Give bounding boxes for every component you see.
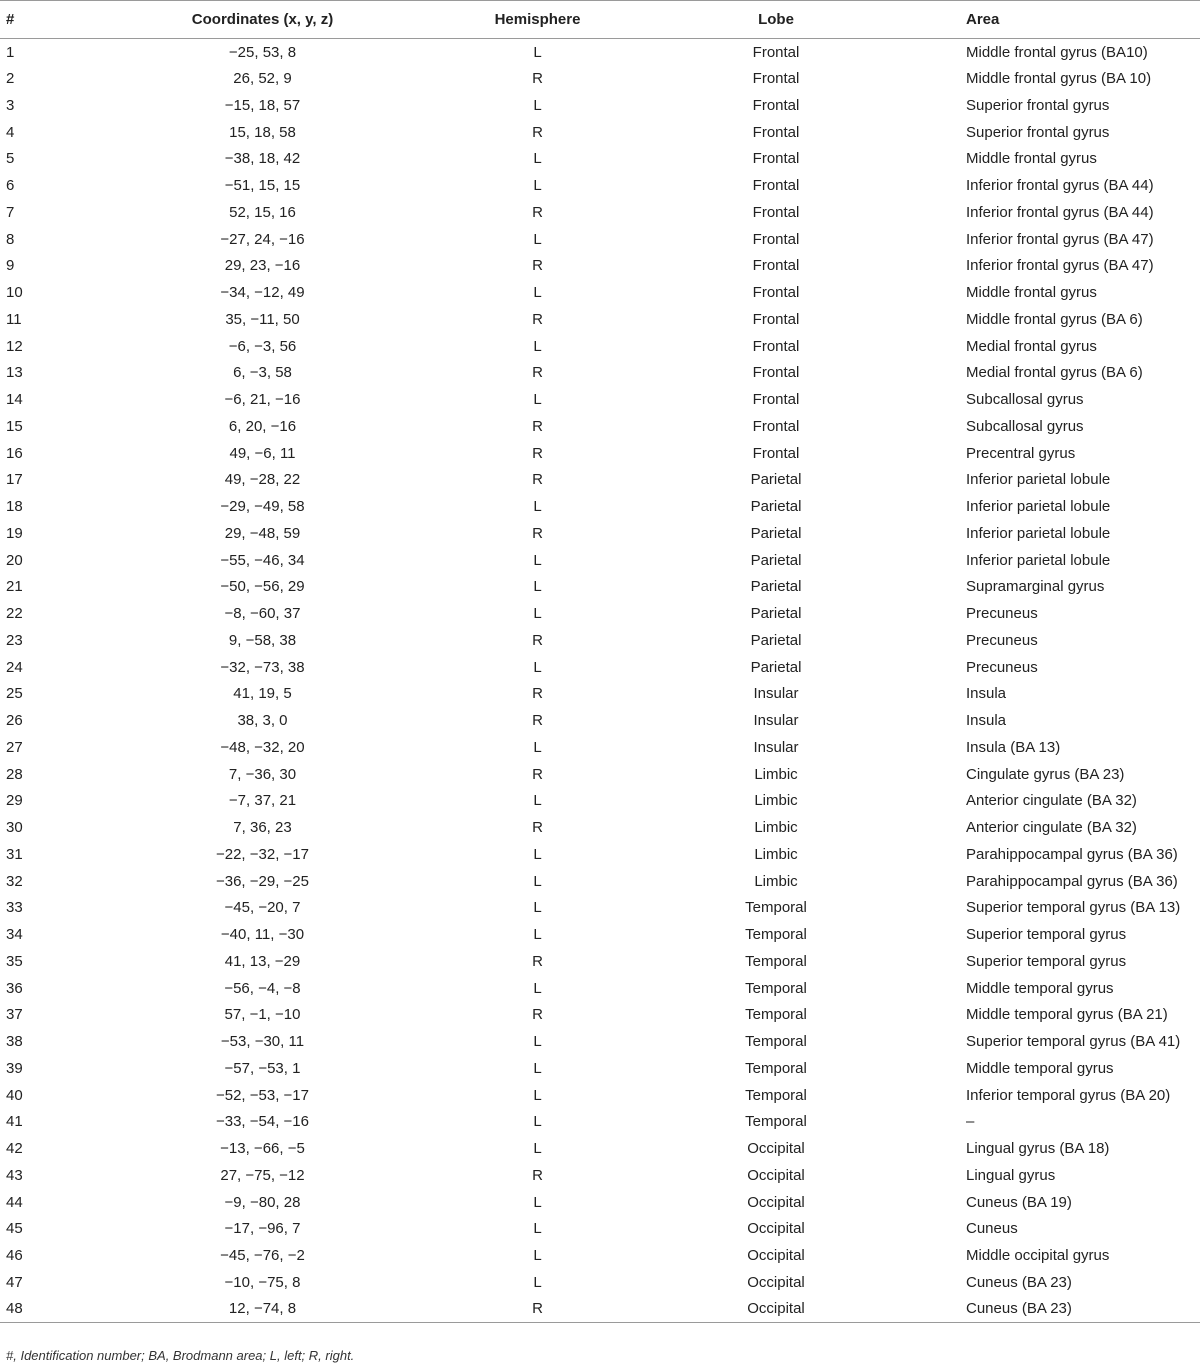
- cell-area: Middle occipital gyrus: [966, 1247, 1110, 1265]
- cell-hemisphere: R: [532, 123, 543, 141]
- cell-coordinates: −50, −56, 29: [220, 578, 305, 596]
- cell-num: 22: [6, 605, 23, 623]
- cell-area: Middle frontal gyrus (BA 10): [966, 70, 1152, 88]
- header-num: #: [0, 1, 95, 39]
- cell-hemisphere: R: [532, 712, 543, 730]
- cell-area: Insula (BA 13): [966, 738, 1061, 756]
- cell-lobe: Limbic: [754, 872, 798, 890]
- cell-area: Anterior cingulate (BA 32): [966, 792, 1137, 810]
- table-row: [0, 413, 1200, 440]
- cell-hemisphere: R: [532, 631, 543, 649]
- cell-num: 15: [6, 417, 23, 435]
- cell-area: Inferior frontal gyrus (BA 44): [966, 177, 1154, 195]
- table-row: [0, 92, 1200, 119]
- table-row: [0, 1162, 1200, 1189]
- cell-coordinates: 9, −58, 38: [228, 631, 297, 649]
- cell-area: Cuneus (BA 19): [966, 1193, 1072, 1211]
- cell-hemisphere: R: [532, 203, 543, 221]
- cell-num: 13: [6, 364, 23, 382]
- table-row: [0, 1028, 1200, 1055]
- cell-lobe: Parietal: [750, 524, 802, 542]
- cell-hemisphere: L: [533, 1247, 542, 1265]
- cell-lobe: Frontal: [752, 417, 800, 435]
- cell-hemisphere: L: [533, 1140, 542, 1158]
- table-row: [0, 761, 1200, 788]
- cell-hemisphere: L: [533, 43, 542, 61]
- cell-lobe: Temporal: [745, 952, 807, 970]
- cell-num: 1: [6, 43, 15, 61]
- cell-coordinates: −52, −53, −17: [215, 1086, 309, 1104]
- table-row: [0, 547, 1200, 574]
- table-row: [0, 868, 1200, 895]
- cell-hemisphere: R: [430, 1296, 645, 1323]
- cell-lobe: Insular: [753, 712, 799, 730]
- table-row: [0, 600, 1200, 627]
- cell-num: 32: [6, 872, 23, 890]
- cell-num: 19: [6, 524, 23, 542]
- cell-num: 29: [6, 792, 23, 810]
- cell-lobe: Temporal: [745, 1006, 807, 1024]
- cell-coordinates: −8, −60, 37: [224, 605, 301, 623]
- cell-hemisphere: R: [532, 417, 543, 435]
- cell-num: 10: [6, 284, 23, 302]
- cell-area: Insula: [966, 712, 1007, 730]
- cell-lobe: Parietal: [750, 578, 802, 596]
- cell-hemisphere: R: [532, 685, 543, 703]
- cell-coordinates: −10, −75, 8: [224, 1273, 301, 1291]
- table-row: [0, 467, 1200, 494]
- cell-area: Parahippocampal gyrus (BA 36): [966, 845, 1178, 863]
- cell-coordinates: 41, 13, −29: [224, 952, 301, 970]
- cell-lobe: Parietal: [750, 631, 802, 649]
- cell-num: 9: [6, 257, 15, 275]
- cell-hemisphere: L: [533, 177, 542, 195]
- cell-area: Superior temporal gyrus (BA 13): [966, 899, 1181, 917]
- cell-coordinates: 15, 18, 58: [229, 123, 296, 141]
- cell-area: Precuneus: [966, 605, 1038, 623]
- cell-hemisphere: L: [533, 605, 542, 623]
- cell-area: Inferior parietal lobule: [966, 498, 1111, 516]
- cell-lobe: Frontal: [752, 364, 800, 382]
- cell-lobe: Limbic: [754, 792, 798, 810]
- cell-num: 41: [6, 1113, 23, 1131]
- cell-hemisphere: L: [533, 150, 542, 168]
- header-lobe: Lobe: [645, 1, 907, 39]
- cell-num: 34: [6, 926, 23, 944]
- cell-area: Subcallosal gyrus: [966, 417, 1084, 435]
- cell-area: Middle frontal gyrus: [966, 150, 1097, 168]
- cell-hemisphere: L: [533, 1059, 542, 1077]
- cell-lobe: Occipital: [747, 1220, 805, 1238]
- cell-area: Parahippocampal gyrus (BA 36): [966, 872, 1178, 890]
- cell-hemisphere: L: [533, 872, 542, 890]
- cell-num: 7: [6, 203, 15, 221]
- table-row: [0, 1002, 1200, 1029]
- cell-hemisphere: L: [533, 845, 542, 863]
- cell-num: 43: [6, 1166, 23, 1184]
- table-row: [0, 814, 1200, 841]
- cell-hemisphere: L: [533, 1086, 542, 1104]
- cell-hemisphere: L: [533, 498, 542, 516]
- cell-num: 26: [6, 712, 23, 730]
- cell-area: Medial frontal gyrus: [966, 337, 1097, 355]
- cell-lobe: Frontal: [752, 70, 800, 88]
- cell-hemisphere: R: [532, 310, 543, 328]
- table-row: [0, 627, 1200, 654]
- cell-lobe: Insular: [753, 685, 799, 703]
- cell-lobe: Frontal: [752, 257, 800, 275]
- cell-coordinates: −40, 11, −30: [220, 926, 305, 944]
- cell-num: 11: [6, 310, 22, 328]
- cell-num: 28: [6, 765, 23, 783]
- cell-num: 36: [6, 979, 23, 997]
- table-row: [0, 520, 1200, 547]
- table-row: [0, 574, 1200, 601]
- cell-num: 39: [6, 1059, 23, 1077]
- cell-hemisphere: L: [533, 658, 542, 676]
- cell-lobe: Occipital: [645, 1296, 907, 1323]
- table-row: [0, 65, 1200, 92]
- cell-num: 23: [6, 631, 23, 649]
- cell-num: 40: [6, 1086, 23, 1104]
- table-row: [0, 172, 1200, 199]
- cell-lobe: Temporal: [745, 899, 807, 917]
- table-row: [0, 1109, 1200, 1136]
- cell-num: 6: [6, 177, 15, 195]
- cell-lobe: Parietal: [750, 498, 802, 516]
- cell-area: Medial frontal gyrus (BA 6): [966, 364, 1143, 382]
- cell-hemisphere: L: [533, 899, 542, 917]
- table-row: [0, 1296, 1200, 1323]
- cell-coordinates: −32, −73, 38: [220, 658, 305, 676]
- cell-hemisphere: L: [533, 230, 542, 248]
- table-row: [0, 681, 1200, 708]
- cell-coordinates: −48, −32, 20: [220, 738, 305, 756]
- cell-hemisphere: R: [532, 765, 543, 783]
- header-area: Area: [907, 1, 1200, 39]
- cell-coordinates: −53, −30, 11: [220, 1033, 305, 1051]
- cell-area: Middle temporal gyrus: [966, 1059, 1114, 1077]
- cell-lobe: Limbic: [754, 765, 798, 783]
- cell-hemisphere: R: [532, 364, 543, 382]
- cell-coordinates: 6, 20, −16: [228, 417, 297, 435]
- cell-num: 16: [6, 444, 23, 462]
- table-row: [0, 1242, 1200, 1269]
- table-row: [0, 199, 1200, 226]
- cell-lobe: Occipital: [747, 1273, 805, 1291]
- cell-area: Subcallosal gyrus: [966, 391, 1084, 409]
- cell-hemisphere: L: [533, 1113, 542, 1131]
- cell-hemisphere: R: [532, 819, 543, 837]
- table-row: [0, 493, 1200, 520]
- table-row: [0, 253, 1200, 280]
- cell-num: 30: [6, 819, 23, 837]
- cell-hemisphere: L: [533, 578, 542, 596]
- cell-lobe: Frontal: [752, 150, 800, 168]
- cell-num: 31: [6, 845, 23, 863]
- cell-lobe: Limbic: [754, 845, 798, 863]
- cell-coordinates: 57, −1, −10: [224, 1006, 301, 1024]
- cell-area: Inferior frontal gyrus (BA 47): [966, 257, 1154, 275]
- cell-hemisphere: L: [533, 1193, 542, 1211]
- table-row: [0, 1269, 1200, 1296]
- cell-coordinates: 41, 19, 5: [233, 685, 292, 703]
- cell-hemisphere: R: [532, 524, 543, 542]
- cell-coordinates: −33, −54, −16: [215, 1113, 309, 1131]
- cell-lobe: Parietal: [750, 551, 802, 569]
- cell-lobe: Frontal: [752, 230, 800, 248]
- cell-area: Middle frontal gyrus (BA10): [966, 43, 1148, 61]
- cell-lobe: Parietal: [750, 471, 802, 489]
- cell-lobe: Frontal: [752, 310, 800, 328]
- header-hemisphere: Hemisphere: [430, 1, 645, 39]
- cell-hemisphere: L: [533, 284, 542, 302]
- table-row: [0, 654, 1200, 681]
- table-row: [0, 386, 1200, 413]
- cell-lobe: Frontal: [752, 123, 800, 141]
- cell-coordinates: 7, 36, 23: [233, 819, 292, 837]
- cell-area: Inferior parietal lobule: [966, 471, 1111, 489]
- cell-lobe: Occipital: [747, 1193, 805, 1211]
- cell-area: Cuneus (BA 23): [966, 1273, 1072, 1291]
- cell-hemisphere: L: [533, 337, 542, 355]
- cell-area: Superior frontal gyrus: [966, 123, 1110, 141]
- cell-area: Middle temporal gyrus: [966, 979, 1114, 997]
- cell-area: Inferior frontal gyrus (BA 47): [966, 230, 1154, 248]
- table-row: [0, 440, 1200, 467]
- table-row: [0, 975, 1200, 1002]
- cell-coordinates: 29, 23, −16: [224, 257, 301, 275]
- cell-num: 8: [6, 230, 15, 248]
- cell-num: 20: [6, 551, 23, 569]
- cell-area: Inferior parietal lobule: [966, 551, 1111, 569]
- table-row: [0, 39, 1200, 66]
- table-row: [0, 333, 1200, 360]
- cell-hemisphere: R: [532, 471, 543, 489]
- cell-lobe: Insular: [753, 738, 799, 756]
- table-row: [0, 119, 1200, 146]
- table-row: [0, 734, 1200, 761]
- cell-lobe: Frontal: [752, 444, 800, 462]
- table-row: [0, 306, 1200, 333]
- cell-coordinates: 35, −11, 50: [225, 310, 300, 328]
- table-row: [0, 1216, 1200, 1243]
- cell-hemisphere: L: [533, 979, 542, 997]
- cell-num: 12: [6, 337, 23, 355]
- cell-area: Cingulate gyrus (BA 23): [966, 765, 1125, 783]
- cell-lobe: Parietal: [750, 605, 802, 623]
- cell-num: 5: [6, 150, 15, 168]
- cell-area: Superior temporal gyrus (BA 41): [966, 1033, 1181, 1051]
- cell-lobe: Frontal: [752, 43, 800, 61]
- table-row: [0, 360, 1200, 387]
- cell-lobe: Frontal: [752, 177, 800, 195]
- table-row: [0, 279, 1200, 306]
- cell-coordinates: −55, −46, 34: [220, 551, 305, 569]
- header-coordinates: Coordinates (x, y, z): [95, 1, 430, 39]
- cell-lobe: Temporal: [745, 1033, 807, 1051]
- cell-num: 46: [6, 1247, 23, 1265]
- cell-coordinates: −45, −76, −2: [220, 1247, 305, 1265]
- cell-hemisphere: R: [532, 1006, 543, 1024]
- table-row: [0, 146, 1200, 173]
- cell-coordinates: 12, −74, 8: [95, 1296, 430, 1323]
- cell-area: Precentral gyrus: [966, 444, 1076, 462]
- table-row: [0, 1082, 1200, 1109]
- cell-num: 18: [6, 498, 23, 516]
- cell-area: Lingual gyrus: [966, 1166, 1056, 1184]
- cell-coordinates: 52, 15, 16: [229, 203, 296, 221]
- cell-num: 44: [6, 1193, 23, 1211]
- cell-hemisphere: R: [532, 952, 543, 970]
- cell-hemisphere: L: [533, 96, 542, 114]
- cell-area: Superior temporal gyrus: [966, 926, 1127, 944]
- cell-area: Middle temporal gyrus (BA 21): [966, 1006, 1168, 1024]
- table-row: [0, 895, 1200, 922]
- cell-coordinates: 29, −48, 59: [224, 524, 301, 542]
- cell-coordinates: −51, 15, 15: [224, 177, 301, 195]
- cell-num: 38: [6, 1033, 23, 1051]
- cell-area: Lingual gyrus (BA 18): [966, 1140, 1110, 1158]
- cell-lobe: Frontal: [752, 284, 800, 302]
- table-header: [0, 1, 1200, 39]
- cell-num: 45: [6, 1220, 23, 1238]
- cell-coordinates: 26, 52, 9: [233, 70, 292, 88]
- cell-coordinates: −22, −32, −17: [215, 845, 309, 863]
- cell-lobe: Occipital: [747, 1166, 805, 1184]
- cell-num: 2: [6, 70, 15, 88]
- cell-hemisphere: R: [532, 444, 543, 462]
- cell-coordinates: −17, −96, 7: [224, 1220, 301, 1238]
- cell-area: Cuneus: [966, 1220, 1018, 1238]
- cell-lobe: Temporal: [745, 979, 807, 997]
- table-row: [0, 1055, 1200, 1082]
- cell-num: 35: [6, 952, 23, 970]
- cell-coordinates: 38, 3, 0: [237, 712, 288, 730]
- cell-lobe: Frontal: [752, 337, 800, 355]
- cell-lobe: Temporal: [745, 1086, 807, 1104]
- cell-hemisphere: R: [532, 70, 543, 88]
- table-body: [0, 39, 1200, 1323]
- cell-num: 14: [6, 391, 23, 409]
- table-row: [0, 788, 1200, 815]
- cell-coordinates: −9, −80, 28: [224, 1193, 301, 1211]
- cell-hemisphere: L: [533, 926, 542, 944]
- cell-area: Inferior parietal lobule: [966, 524, 1111, 542]
- cell-num: 42: [6, 1140, 23, 1158]
- cell-area: Anterior cingulate (BA 32): [966, 819, 1137, 837]
- cell-lobe: Temporal: [745, 1113, 807, 1131]
- cell-hemisphere: L: [533, 391, 542, 409]
- cell-coordinates: −7, 37, 21: [228, 792, 297, 810]
- cell-num: 3: [6, 96, 15, 114]
- cell-lobe: Frontal: [752, 391, 800, 409]
- cell-lobe: Occipital: [747, 1247, 805, 1265]
- cell-area: Cuneus (BA 23): [907, 1296, 1200, 1323]
- cell-area: –: [966, 1113, 975, 1131]
- cell-coordinates: 27, −75, −12: [220, 1166, 305, 1184]
- cell-lobe: Frontal: [752, 96, 800, 114]
- table-row: [0, 841, 1200, 868]
- cell-lobe: Limbic: [754, 819, 798, 837]
- cell-num: 37: [6, 1006, 23, 1024]
- cell-area: Middle frontal gyrus (BA 6): [966, 310, 1143, 328]
- cell-num: 24: [6, 658, 23, 676]
- cell-num: 25: [6, 685, 23, 703]
- table-row: [0, 226, 1200, 253]
- cell-hemisphere: L: [533, 1273, 542, 1291]
- cell-coordinates: −25, 53, 8: [228, 43, 297, 61]
- cell-area: Superior frontal gyrus: [966, 96, 1110, 114]
- cell-lobe: Parietal: [750, 658, 802, 676]
- cell-area: Insula: [966, 685, 1007, 703]
- header-row: [0, 1, 1200, 39]
- cell-coordinates: −34, −12, 49: [220, 284, 305, 302]
- cell-num: 27: [6, 738, 23, 756]
- cell-area: Middle frontal gyrus: [966, 284, 1097, 302]
- table-row: [0, 1189, 1200, 1216]
- cell-hemisphere: L: [533, 1033, 542, 1051]
- cell-coordinates: 6, −3, 58: [233, 364, 292, 382]
- table-row: [0, 921, 1200, 948]
- cell-num: 47: [6, 1273, 23, 1291]
- table-row: [0, 1135, 1200, 1162]
- cell-coordinates: −15, 18, 57: [224, 96, 301, 114]
- cell-num: 48: [0, 1296, 95, 1323]
- cell-lobe: Temporal: [745, 926, 807, 944]
- cell-hemisphere: L: [533, 1220, 542, 1238]
- cell-coordinates: −13, −66, −5: [220, 1140, 305, 1158]
- table-row: [0, 948, 1200, 975]
- cell-area: Inferior frontal gyrus (BA 44): [966, 203, 1154, 221]
- cell-lobe: Occipital: [747, 1140, 805, 1158]
- cell-hemisphere: R: [532, 1166, 543, 1184]
- cell-coordinates: −36, −29, −25: [215, 872, 309, 890]
- cell-area: Superior temporal gyrus: [966, 952, 1127, 970]
- cell-hemisphere: L: [533, 792, 542, 810]
- cell-coordinates: −6, −3, 56: [228, 337, 297, 355]
- cell-lobe: Frontal: [752, 203, 800, 221]
- cell-area: Precuneus: [966, 658, 1038, 676]
- cell-num: 21: [6, 578, 23, 596]
- cell-num: 33: [6, 899, 23, 917]
- cell-lobe: Temporal: [745, 1059, 807, 1077]
- cell-coordinates: −57, −53, 1: [224, 1059, 301, 1077]
- cell-coordinates: −27, 24, −16: [220, 230, 305, 248]
- cell-area: Inferior temporal gyrus (BA 20): [966, 1086, 1171, 1104]
- cell-coordinates: −45, −20, 7: [224, 899, 301, 917]
- cell-num: 17: [6, 471, 23, 489]
- cell-area: Supramarginal gyrus: [966, 578, 1105, 596]
- table-footnote: #, Identification number; BA, Brodmann area; L, left; R, right.: [6, 1348, 355, 1363]
- cell-hemisphere: R: [532, 257, 543, 275]
- cell-hemisphere: L: [533, 738, 542, 756]
- cell-coordinates: −56, −4, −8: [224, 979, 301, 997]
- cell-area: Precuneus: [966, 631, 1038, 649]
- cell-num: 4: [6, 123, 15, 141]
- cell-coordinates: −6, 21, −16: [224, 391, 301, 409]
- cell-coordinates: 7, −36, 30: [228, 765, 297, 783]
- cell-coordinates: −29, −49, 58: [220, 498, 305, 516]
- cell-hemisphere: L: [533, 551, 542, 569]
- cell-coordinates: −38, 18, 42: [224, 150, 301, 168]
- cell-coordinates: 49, −6, 11: [229, 444, 296, 462]
- table-row: [0, 707, 1200, 734]
- cell-coordinates: 49, −28, 22: [224, 471, 301, 489]
